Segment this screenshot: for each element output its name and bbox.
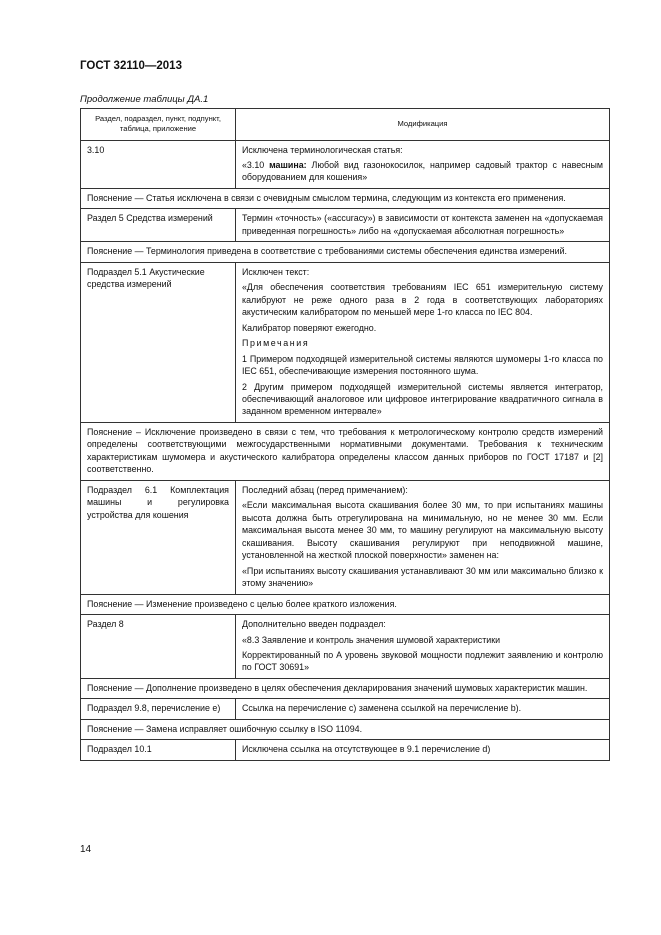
modification-cell <box>236 615 610 679</box>
paragraph: 1 Примером подходящей измерительной системы являются шумомеры 1-го класса по IEC 651, обеспечивающие измерения постоянного шума. <box>242 353 603 377</box>
paragraph: «Для обеспечения соответствия требованиям IEC 651 измерительную систему калибруют не реже одного раза в 2 года в соответствующих лабораториях акустическим калибратором по меньшей мере 1-го класса по IEC 804. <box>242 282 603 318</box>
paragraph: Исключен текст: <box>242 266 310 277</box>
paragraph: Исключена ссылка на отсутствующее в 9.1 перечисление d) <box>242 744 491 755</box>
note-cell: Пояснение — Дополнение произведено в целях обеспечения декларирования значений шумовых характеристик машин. <box>81 678 610 698</box>
paragraph: Дополнительно введен подраздел: <box>242 619 386 630</box>
note-row <box>81 594 610 614</box>
table-row <box>81 740 610 760</box>
paragraph: «При испытаниях высоту скашивания устанавливают 30 мм или максимально близко к этому значению» <box>242 565 603 589</box>
paragraph: Термин «точность» («accuracy») в зависимости от контекста заменен на «допускаемая приведенная погрешность» либо на «допускаемая абсолютная погрешность» <box>242 213 603 236</box>
section-cell: 3.10 <box>81 140 236 188</box>
paragraph: «Если максимальная высота скашивания более 30 мм, то при испытаниях машины высота должна быть отрегулирована на минимальную, но не менее 30 мм. Если максимальная высота менее 30 мм, то машину регулируют на максимальную высоту скашивания. Высоту скашивания регулируют при неподвижной машине, установленной на жесткой плоской поверхности» заменен на: <box>242 500 603 561</box>
section-cell: Подраздел 9.8, перечисление е) <box>81 699 236 719</box>
paragraph: Корректированный по А уровень звуковой мощности подлежит заявлению и контролю по ГОСТ 30691» <box>242 649 603 673</box>
modification-cell <box>236 262 610 422</box>
modification-cell <box>236 480 610 594</box>
paragraph: «8.3 Заявление и контроль значения шумовой характеристики <box>242 634 501 645</box>
table-row <box>81 209 610 242</box>
note-row <box>81 719 610 739</box>
table-row <box>81 480 610 594</box>
table-caption: Продолжение таблицы ДА.1 <box>80 94 209 105</box>
table-header-row <box>81 109 610 141</box>
term-bold: машина: <box>269 159 307 170</box>
note-cell: Пояснение — Изменение произведено с целью более краткого изложения. <box>81 594 610 614</box>
column-header-section: Раздел, подраздел, пункт, подпункт, таблица, приложение <box>81 109 236 141</box>
text-fragment: «3.10 <box>242 159 270 170</box>
section-cell: Раздел 5 Средства измерений <box>81 209 236 242</box>
column-header-modification: Модификация <box>236 109 610 141</box>
table-row <box>81 615 610 679</box>
paragraph <box>242 159 603 184</box>
modification-cell <box>236 740 610 760</box>
note-row <box>81 242 610 262</box>
document-number: ГОСТ 32110—2013 <box>80 60 182 72</box>
paragraph: 2 Другим примером подходящей измерительной системы является интегратор, обеспечивающий аналоговое или цифровое интегрирование квадратичного сигнала в заданном временном интервале» <box>242 381 603 417</box>
paragraph: Ссылка на перечисление с) заменена ссылкой на перечисление b). <box>242 703 522 714</box>
note-cell: Пояснение – Исключение произведено в связи с тем, что требования к метрологическому контролю средств измерений определены соответствующими межгосударственными нормативными документами. Требования к техническим характеристикам шумомера и акустического калибратора определены классом данных приборов по ГОСТ 17187 и [2] соответственно. <box>81 422 610 480</box>
section-cell: Подраздел 10.1 <box>81 740 236 760</box>
note-cell: Пояснение — Замена исправляет ошибочную ссылку в ISO 11094. <box>81 719 610 739</box>
note-row <box>81 678 610 698</box>
paragraph: Исключена терминологическая статья: <box>242 144 403 155</box>
table-row <box>81 262 610 422</box>
section-cell: Раздел 8 <box>81 615 236 679</box>
section-cell: Подраздел 6.1 Комплектация машины и регулировка устройства для кошения <box>81 480 236 594</box>
paragraph: Последний абзац (перед примечанием): <box>242 484 408 495</box>
note-cell: Пояснение — Статья исключена в связи с очевидным смыслом термина, следующим из контекста его применения. <box>81 188 610 208</box>
modification-cell <box>236 140 610 188</box>
modification-table <box>80 108 610 761</box>
note-row <box>81 422 610 480</box>
page-number: 14 <box>80 844 92 855</box>
notes-heading: Примечания <box>242 338 310 349</box>
table-row <box>81 140 610 188</box>
paragraph: Калибратор поверяют ежегодно. <box>242 322 377 333</box>
note-row <box>81 188 610 208</box>
note-cell: Пояснение — Терминология приведена в соответствие с требованиями системы обеспечения единства измерений. <box>81 242 610 262</box>
table-row <box>81 699 610 719</box>
text-fragment: Любой вид газонокосилок, например садовый трактор с навесным оборудованием для кошения» <box>242 159 603 183</box>
section-cell: Подраздел 5.1 Акустические средства измерений <box>81 262 236 422</box>
modification-cell <box>236 209 610 242</box>
modification-cell <box>236 699 610 719</box>
